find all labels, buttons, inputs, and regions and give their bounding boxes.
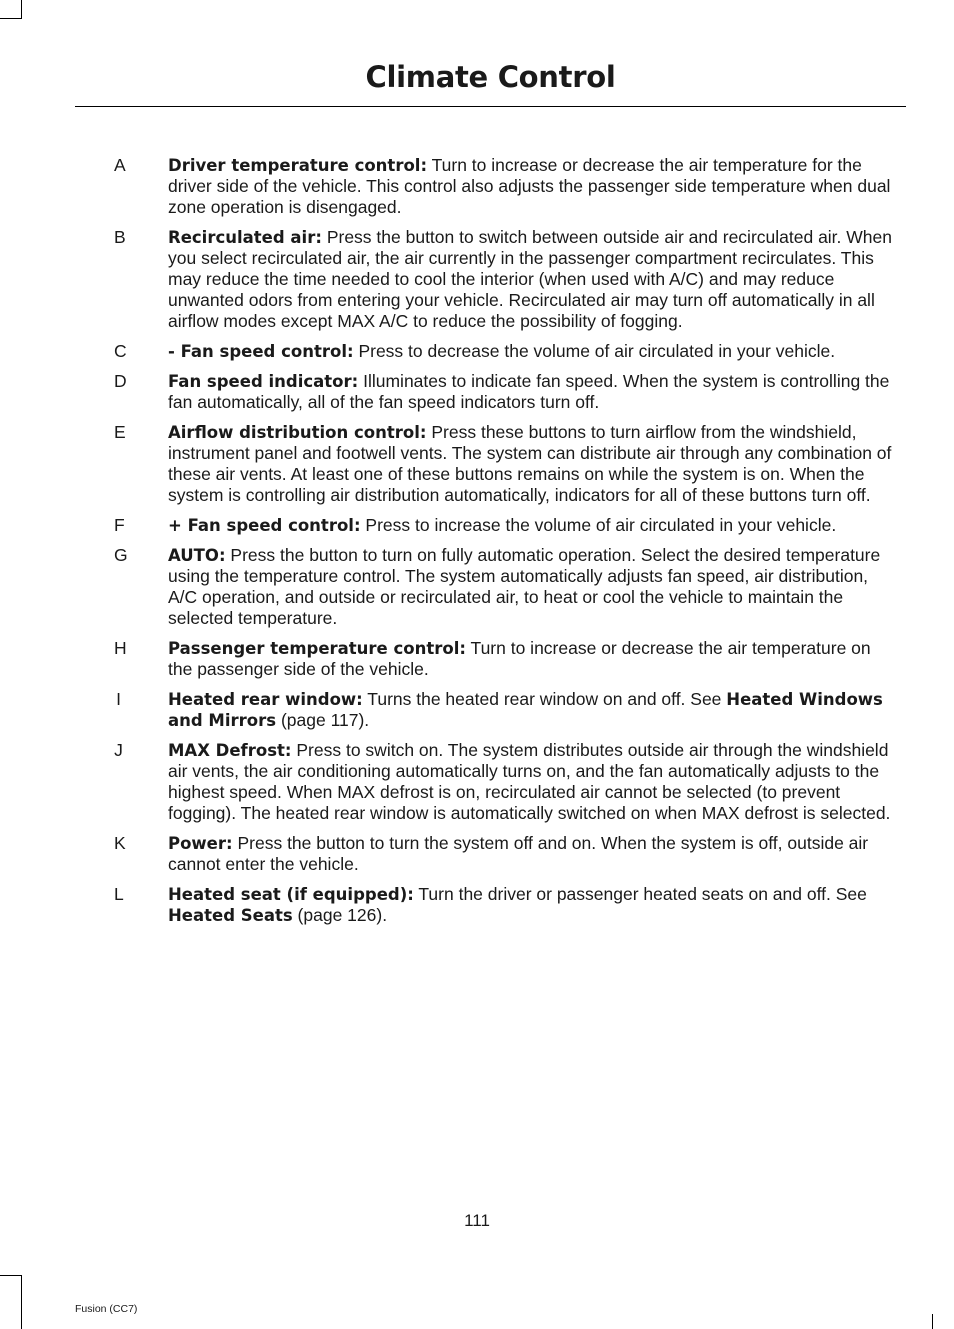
footer-model: Fusion (CC7): [75, 1303, 138, 1315]
list-item: [0, 515, 954, 536]
list-item: [0, 833, 954, 875]
item-term: Power:: [168, 834, 233, 853]
item-letter: B: [114, 227, 126, 247]
page-reference: (page 126).: [292, 905, 388, 925]
item-letter: G: [114, 545, 128, 565]
item-description: Recirculated air: Press the button to switch between outside air and recirculated air. When you select recirculated air, the air currently in the passenger compartment recirculates. This may reduce the time needed to cool the interior (when used with A/C) and may reduce unwanted odors from entering your vehicle. Recirculated air may turn off automatically in all airflow modes except MAX A/C to reduce the possibility of fogging.: [168, 227, 892, 331]
list-item: [0, 884, 954, 926]
item-description: AUTO: Press the button to turn on fully automatic operation. Select the desired temperature using the temperature control. The system automatically adjusts fan speed, air distribution, A/C operation, and outside or recirculated air, to heat or cool the vehicle to maintain the selected temperature.: [168, 545, 881, 628]
item-letter: H: [114, 638, 127, 658]
item-term: Fan speed indicator:: [168, 372, 359, 391]
list-item: [0, 740, 954, 824]
list-item: [0, 155, 954, 218]
crop-mark: [932, 1314, 933, 1329]
item-term: + Fan speed control:: [168, 516, 361, 535]
list-item: [0, 227, 954, 332]
control-list: [0, 155, 954, 935]
item-letter: J: [114, 740, 123, 760]
crop-mark: [0, 1275, 22, 1276]
item-description: Airflow distribution control: Press these buttons to turn airflow from the windshield, instrument panel and footwell vents. The system can distribute air through any combination of these air vents. At least one of these buttons remains on while the system is on. When the system is controlling air distribution automatically, indicators for all of these buttons turn off.: [168, 422, 892, 505]
list-item: [0, 638, 954, 680]
item-description: - Fan speed control: Press to decrease the volume of air circulated in your vehicle.: [168, 341, 836, 361]
crop-mark: [0, 18, 22, 19]
item-letter: L: [114, 884, 124, 904]
item-letter: A: [114, 155, 126, 175]
list-item: [0, 371, 954, 413]
item-term: Airflow distribution control:: [168, 423, 427, 442]
list-item: [0, 545, 954, 629]
item-term: AUTO:: [168, 546, 226, 565]
page-title: Climate Control: [365, 60, 616, 94]
item-description: MAX Defrost: Press to switch on. The system distributes outside air through the windshield air vents, the air conditioning automatically turns on, and the fan automatically adjusts to the highest speed. When MAX defrost is on, recirculated air cannot be selected (to prevent fogging). The heated rear window is automatically switched on when MAX defrost is selected.: [168, 740, 891, 823]
item-term: Heated rear window:: [168, 690, 363, 709]
item-term: - Fan speed control:: [168, 342, 354, 361]
list-item: [0, 341, 954, 362]
item-term: Heated seat (if equipped):: [168, 885, 414, 904]
item-letter: D: [114, 371, 127, 391]
item-term: Passenger temperature control:: [168, 639, 466, 658]
item-description: Heated rear window: Turns the heated rear window on and off. See Heated Windows and Mirrors (page 117).: [168, 689, 883, 730]
item-letter: K: [114, 833, 126, 853]
cross-reference-link[interactable]: Heated Windows and Mirrors: [168, 690, 883, 730]
item-letter: I: [116, 689, 121, 709]
list-item: [0, 689, 954, 731]
page-reference: (page 117).: [276, 710, 370, 730]
title-rule: [75, 106, 906, 107]
page-number: 111: [464, 1211, 490, 1230]
crop-mark: [21, 0, 22, 19]
item-letter: F: [114, 515, 125, 535]
item-description: Fan speed indicator: Illuminates to indicate fan speed. When the system is controlling the fan automatically, all of the fan speed indicators turn off.: [168, 371, 890, 412]
list-item: [0, 422, 954, 506]
item-term: Driver temperature control:: [168, 156, 428, 175]
item-letter: C: [114, 341, 127, 361]
item-term: Recirculated air:: [168, 228, 322, 247]
item-description: Passenger temperature control: Turn to increase or decrease the air temperature on the passenger side of the vehicle.: [168, 638, 871, 679]
item-description: Driver temperature control: Turn to increase or decrease the air temperature for the driver side of the vehicle. This control also adjusts the passenger side temperature when dual zone operation is disengaged.: [168, 155, 891, 217]
item-letter: E: [114, 422, 126, 442]
item-description: + Fan speed control: Press to increase the volume of air circulated in your vehicle.: [168, 515, 837, 535]
item-term: MAX Defrost:: [168, 741, 292, 760]
item-description: Power: Press the button to turn the system off and on. When the system is off, outside air cannot enter the vehicle.: [168, 833, 869, 874]
crop-mark: [21, 1275, 22, 1329]
item-description: Heated seat (if equipped): Turn the driver or passenger heated seats on and off. See Heated Seats (page 126).: [168, 884, 867, 925]
cross-reference-link[interactable]: Heated Seats: [168, 906, 293, 925]
